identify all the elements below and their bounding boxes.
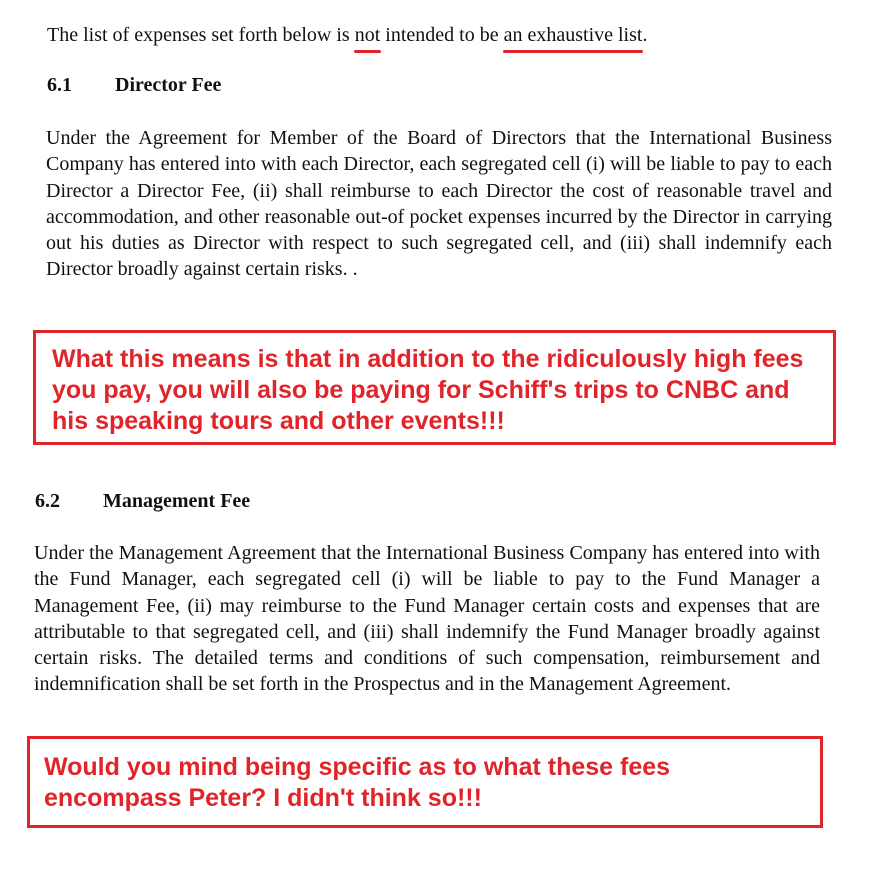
section-6-1-title: Director Fee: [115, 74, 222, 96]
intro-text-start: The list of expenses set forth below is: [47, 24, 355, 46]
intro-sentence: [47, 22, 647, 48]
section-6-2-title: Management Fee: [103, 490, 251, 512]
section-6-2-number: 6.2: [35, 490, 60, 512]
section-6-2-heading: [35, 488, 250, 514]
annotation-callout-1: What this means is that in addition to the ridiculously high fees you pay, you will also be paying for Schiff's trips to CNBC and his speaking tours and other events!!!: [33, 330, 836, 445]
intro-text-middle: intended to be: [380, 24, 504, 46]
section-6-1-heading: [47, 72, 221, 98]
section-6-2-body: Under the Management Agreement that the International Business Company has entered into with the Fund Manager, each segregated cell (i) will be liable to pay to the Fund Manager a Management Fee, (ii) may reimburse to the Fund Manager certain costs and expenses that are attributable to that segregated cell, and (iii) shall indemnify the Fund Manager broadly against certain risks. The detailed terms and conditions of such compensation, reimbursement and indemnification shall be set forth in the Prospectus and in the Management Agreement.: [34, 542, 820, 696]
section-6-1-number: 6.1: [47, 74, 72, 96]
underlined-not: not: [354, 24, 381, 46]
section-6-1-body: Under the Agreement for Member of the Board of Directors that the International Business Company has entered into with each Director, each segregated cell (i) will be liable to pay to each Director a Director Fee, (ii) shall reimburse to each Director the cost of reasonable travel and accommodation, and other reasonable out-of pocket expenses incurred by the Director in carrying out his duties as Director with respect to such segregated cell, and (iii) shall indemnify each Director broadly against certain risks. .: [46, 127, 832, 281]
annotation-callout-2: Would you mind being specific as to what these fees encompass Peter? I didn't think so!!!: [27, 736, 823, 828]
underlined-exhaustive-list: an exhaustive list: [503, 24, 643, 46]
intro-text-end: .: [642, 24, 648, 46]
